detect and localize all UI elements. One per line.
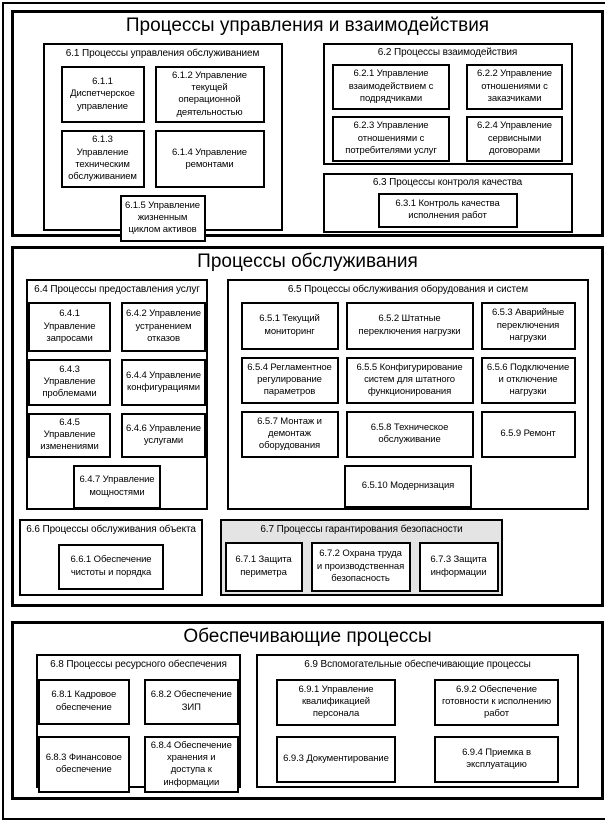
group-title: 6.6 Процессы обслуживания объекта <box>26 523 196 535</box>
row <box>229 357 587 404</box>
group-6-3 <box>323 173 573 233</box>
process-6-7-1: 6.7.1 Защита периметра <box>225 542 303 592</box>
group-6-7-security <box>220 519 503 596</box>
process-6-1-3: 6.1.3 Управление техническим обслуживанием <box>61 130 145 187</box>
row <box>325 193 571 228</box>
section-management-interaction <box>11 10 604 237</box>
row <box>21 544 201 590</box>
row <box>325 64 571 110</box>
group-title: 6.1 Процессы управления обслуживанием <box>65 47 260 59</box>
group-6-4 <box>26 279 208 510</box>
process-6-7-2: 6.7.2 Охрана труда и производственная безопасность <box>311 542 411 592</box>
process-6-2-1: 6.2.1 Управление взаимодействием с подрядчиками <box>332 64 450 110</box>
process-6-5-4: 6.5.4 Регламентное регулирование параметров <box>241 357 339 404</box>
process-6-5-6: 6.5.6 Подключение и отключение нагрузки <box>481 357 576 404</box>
section-title: Процессы управления и взаимодействия <box>125 15 490 36</box>
group-6-2 <box>323 43 573 165</box>
process-6-1-5: 6.1.5 Управление жизненным циклом активов <box>120 195 206 242</box>
group-6-9 <box>256 654 579 788</box>
group-title: 6.9 Вспомогательные обеспечивающие процессы <box>304 658 531 670</box>
row <box>28 413 206 458</box>
section-1-body <box>14 43 601 236</box>
section-3-body <box>14 654 601 788</box>
process-6-5-9: 6.5.9 Ремонт <box>481 411 576 458</box>
process-6-4-2: 6.4.2 Управление устранением отказов <box>121 302 206 352</box>
process-6-4-1: 6.4.1 Управление запросами <box>28 302 111 352</box>
process-6-5-2: 6.5.2 Штатные переключения нагрузки <box>346 302 474 350</box>
process-6-5-3: 6.5.3 Аварийные переключения нагрузки <box>481 302 576 350</box>
row <box>229 302 587 350</box>
group-6-8 <box>36 654 241 788</box>
group-6-5 <box>227 279 589 510</box>
process-6-7-3: 6.7.3 Защита информации <box>419 542 499 592</box>
group-6-1 <box>43 43 283 236</box>
row <box>229 465 587 508</box>
group-title: 6.8 Процессы ресурсного обеспечения <box>50 658 227 670</box>
process-6-4-4: 6.4.4 Управление конфигурациями <box>121 359 206 406</box>
process-6-1-4: 6.1.4 Управление ремонтами <box>155 130 265 187</box>
process-6-2-2: 6.2.2 Управление отношениями с заказчиками <box>466 64 563 110</box>
process-6-1-2: 6.1.2 Управление текущей операционной деятельностью <box>155 66 265 123</box>
process-6-2-4: 6.2.4 Управление сервисными договорами <box>466 116 563 162</box>
process-6-6-1: 6.6.1 Обеспечение чистоты и порядка <box>58 544 164 590</box>
process-6-1-1: 6.1.1 Диспетчерское управление <box>61 66 145 123</box>
row <box>38 736 239 793</box>
section-title: Процессы обслуживания <box>197 251 418 272</box>
row <box>325 116 571 162</box>
process-6-8-4: 6.8.4 Обеспечение хранения и доступа к информации <box>144 736 239 793</box>
section-maintenance <box>11 246 604 607</box>
row <box>38 679 239 725</box>
process-6-9-2: 6.9.2 Обеспечение готовности к исполнению работ <box>434 679 559 726</box>
row <box>222 542 501 592</box>
process-6-5-8: 6.5.8 Техническое обслуживание <box>346 411 474 458</box>
section-2-body-bottom <box>19 519 601 596</box>
group-title: 6.4 Процессы предоставления услуг <box>34 283 200 295</box>
process-6-3-1: 6.3.1 Контроль качества исполнения работ <box>378 193 518 228</box>
row <box>45 195 281 242</box>
process-6-5-7: 6.5.7 Монтаж и демонтаж оборудования <box>241 411 339 458</box>
process-6-9-3: 6.9.3 Документирование <box>276 736 396 783</box>
process-6-5-10: 6.5.10 Модернизация <box>344 465 472 508</box>
row <box>229 411 587 458</box>
process-6-4-7: 6.4.7 Управление мощностями <box>73 465 161 509</box>
section-supporting <box>11 621 604 800</box>
row <box>258 679 577 726</box>
group-6-6 <box>19 519 203 596</box>
process-6-5-5: 6.5.5 Конфигурирование систем для штатного функционирования <box>346 357 474 404</box>
process-6-4-5: 6.4.5 Управление изменениями <box>28 413 111 458</box>
process-6-2-3: 6.2.3 Управление отношениями с потребителями услуг <box>332 116 450 162</box>
process-6-5-1: 6.5.1 Текущий мониторинг <box>241 302 339 350</box>
process-6-9-1: 6.9.1 Управление квалификацией персонала <box>276 679 396 726</box>
row <box>258 736 577 783</box>
process-6-4-6: 6.4.6 Управление услугами <box>121 413 206 458</box>
row <box>28 359 206 406</box>
process-6-9-4: 6.9.4 Приемка в эксплуатацию <box>434 736 559 783</box>
group-title: 6.3 Процессы контроля качества <box>372 176 523 188</box>
section-title: Обеспечивающие процессы <box>183 626 432 647</box>
process-6-4-3: 6.4.3 Управление проблемами <box>28 359 111 406</box>
section-2-body-top <box>14 279 601 510</box>
group-title: 6.2 Процессы взаимодействия <box>377 46 518 58</box>
page-frame <box>2 2 605 820</box>
section-1-right-column <box>323 43 573 233</box>
process-6-8-1: 6.8.1 Кадровое обеспечение <box>38 679 130 725</box>
process-6-8-3: 6.8.3 Финансовое обеспечение <box>38 736 130 793</box>
row <box>45 66 281 123</box>
row <box>28 302 206 352</box>
group-title: 6.5 Процессы обслуживания оборудования и систем <box>287 283 529 295</box>
group-title: 6.7 Процессы гарантирования безопасности <box>260 523 463 535</box>
row <box>45 130 281 187</box>
process-6-8-2: 6.8.2 Обеспечение ЗИП <box>144 679 239 725</box>
row <box>28 465 206 509</box>
